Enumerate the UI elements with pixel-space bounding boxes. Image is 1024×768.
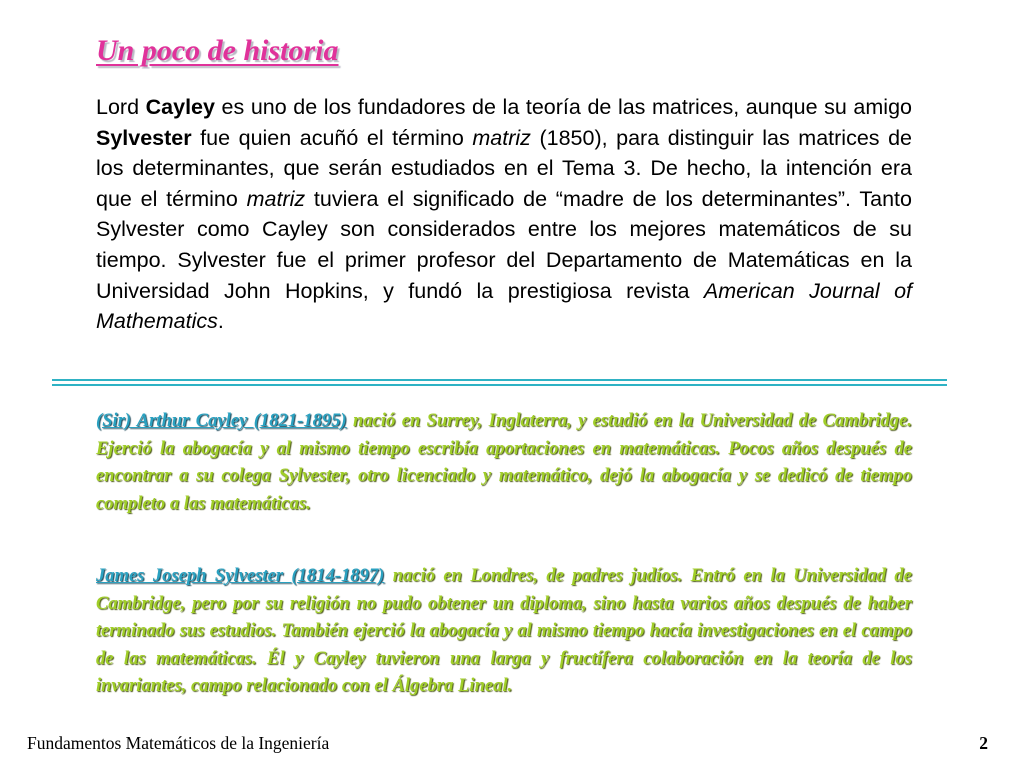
divider-line [52, 379, 947, 381]
intro-text: tuviera el significado de “madre de los determinantes”. Tanto Sylvester como Cayley son considerados entre los mejores matemáticos de su tiempo. Sylvester fue el primer profesor del Departamento de Matemáticas en la Universidad John Hopkins, y fundó la prestigiosa revista [96, 186, 912, 303]
matriz-italic: matriz [246, 186, 306, 211]
intro-text: . [217, 309, 224, 334]
sylvester-bold: Sylvester [96, 125, 192, 150]
intro-text: Lord [96, 95, 146, 119]
intro-paragraph [96, 92, 912, 337]
footer-course-title: Fundamentos Matemáticos de la Ingeniería [27, 733, 330, 753]
journal-italic: American Journal of Mathematics [96, 278, 913, 334]
cayley-name: (Sir) Arthur Cayley (1821-1895) [96, 410, 347, 431]
matriz-italic: matriz [472, 125, 531, 150]
cayley-bio-text: nació en Surrey, Inglaterra, y estudió en la Universidad de Cambridge. Ejerció la abogacía y al mismo tiempo escribía aportaciones en matemáticas. Pocos años después de encontrar a su colega Sylvester, otro licenciado y matemático, dejó la abogacía y se dedicó de tiempo completo a las matemáticas. [96, 410, 912, 514]
cayley-bio [96, 407, 912, 517]
divider-line [52, 384, 947, 386]
section-divider [52, 379, 947, 386]
sylvester-bio [96, 562, 912, 700]
slide-title: Un poco de historia [96, 34, 339, 67]
page-number: 2 [979, 733, 988, 753]
intro-text: (1850), para distinguir las matrices de los determinantes, que serán estudiados en el Tema 3. De hecho, la intención era que el término [96, 125, 912, 211]
intro-text: fue quien acuñó el término [191, 125, 473, 150]
sylvester-name: James Joseph Sylvester (1814-1897) [96, 565, 385, 586]
intro-text: es uno de los fundadores de la teoría de las matrices, aunque su amigo [214, 95, 912, 119]
cayley-bold: Cayley [145, 95, 215, 119]
sylvester-bio-text: nació en Londres, de padres judíos. Entró en la Universidad de Cambridge, pero por su religión no pudo obtener un diploma, sino hasta varios años después de haber terminado sus estudios. También ejerció la abogacía y al mismo tiempo hacía investigaciones en el campo de las matemáticas. Él y Cayley tuvieron una larga y fructífera colaboración en la teoría de los invariantes, campo relacionado con el Álgebra Lineal. [96, 565, 912, 697]
